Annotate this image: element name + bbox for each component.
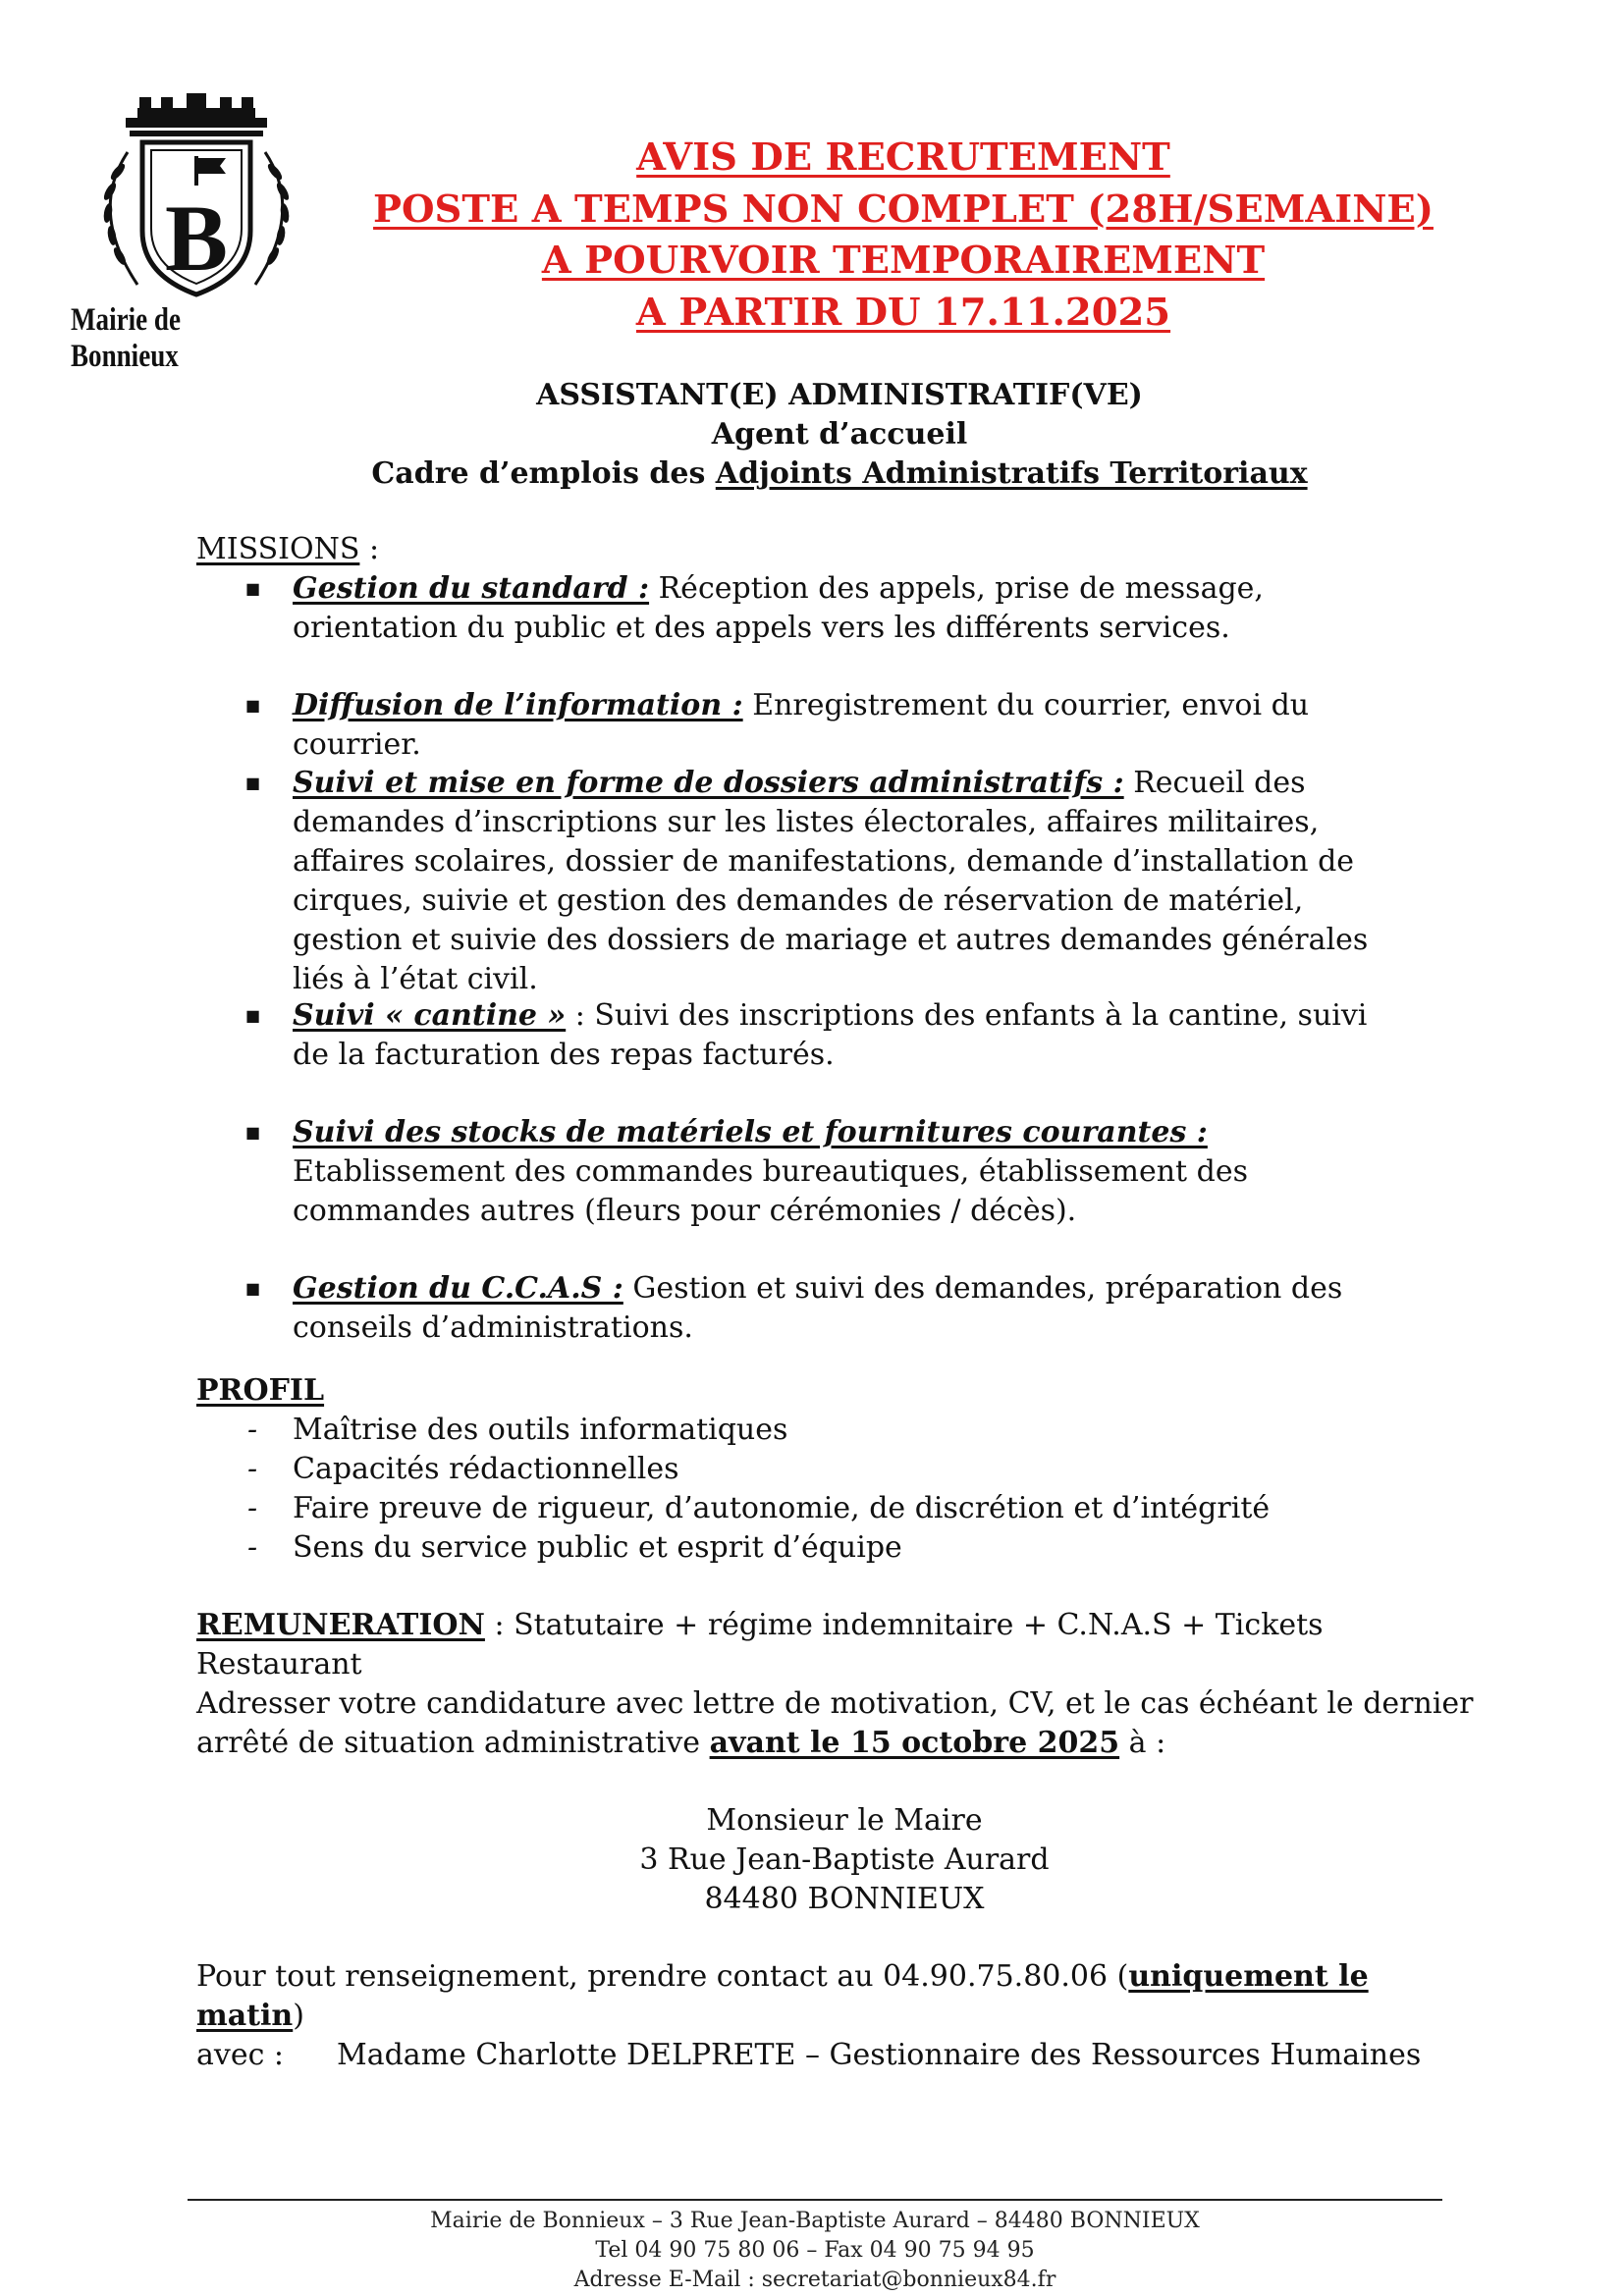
- job-subtitle: Agent d’accueil: [711, 417, 968, 452]
- mission-item: [245, 764, 1412, 999]
- mission-text: Etablissement des commandes bureautiques, établissement des commandes autres (fleurs pour cérémonies / décès).: [293, 1154, 1248, 1228]
- profil-item: [247, 1489, 1373, 1528]
- job-cadre-prefix: Cadre d’emplois des: [371, 456, 716, 491]
- remuneration-title: REMUNERATION: [196, 1608, 485, 1642]
- mission-text: Réception des appels, prise de message, orientation du public et des appels vers les différents services.: [293, 571, 1264, 645]
- profil-item: [247, 1411, 1373, 1450]
- bullet-square-icon: ■: [245, 1123, 261, 1142]
- mission-label: Gestion du standard :: [293, 571, 650, 606]
- monogram-letter: B: [164, 186, 229, 291]
- remuneration: [196, 1606, 1473, 1684]
- dash-icon: -: [247, 1413, 258, 1447]
- contact-hours: uniquement le matin: [196, 1959, 1369, 2033]
- mission-item: [245, 996, 1412, 1075]
- mailing-address: [569, 1801, 1119, 1919]
- contact-line-2: avec :: [196, 2038, 285, 2072]
- profil-text: Maîtrise des outils informatiques: [293, 1413, 788, 1447]
- dash-icon: -: [247, 1491, 258, 1525]
- profil-title: PROFIL: [196, 1373, 325, 1408]
- missions-heading: [196, 530, 379, 569]
- job-cadre-name: Adjoints Administratifs Territoriaux: [715, 456, 1308, 491]
- dash-icon: -: [247, 1452, 258, 1486]
- heading-line-1: AVIS DE RECRUTEMENT: [636, 135, 1170, 180]
- mission-label: Diffusion de l’information :: [293, 688, 743, 722]
- bullet-square-icon: ■: [245, 1279, 261, 1298]
- address-line-1: Monsieur le Maire: [706, 1803, 983, 1838]
- coat-of-arms-svg: [69, 93, 324, 304]
- dash-icon: -: [247, 1530, 258, 1565]
- mission-item: [245, 686, 1412, 765]
- mission-item: [245, 1113, 1412, 1231]
- heading-line-2: POSTE A TEMPS NON COMPLET (28H/SEMAINE): [373, 187, 1434, 232]
- job-title-block: [324, 376, 1355, 494]
- footer-phone: Tel 04 90 75 80 06 – Fax 04 90 75 94 95: [595, 2238, 1035, 2263]
- mission-label: Suivi « cantine »: [293, 998, 567, 1033]
- mission-text: Enregistrement du courrier, envoi du courrier.: [293, 688, 1310, 762]
- application-text: Adresser votre candidature avec lettre de motivation, CV, et le cas échéant le dernier arrêté de situation administrative: [196, 1686, 1474, 1760]
- address-line-2: 3 Rue Jean-Baptiste Aurard: [639, 1842, 1050, 1877]
- footer: [188, 2207, 1442, 2295]
- mission-text: : Suivi des inscriptions des enfants à la cantine, suivi de la facturation des repas facturés.: [293, 998, 1368, 1072]
- heading-line-3: A POURVOIR TEMPORAIREMENT: [541, 239, 1266, 283]
- application-deadline: avant le 15 octobre 2025: [709, 1726, 1120, 1760]
- remuneration-text: : Statutaire + régime indemnitaire + C.N.A.S + Tickets Restaurant: [196, 1608, 1324, 1682]
- recruitment-heading: [324, 133, 1483, 339]
- mission-item: [245, 1269, 1412, 1348]
- mission-item: [245, 569, 1412, 648]
- address-line-3: 84480 BONNIEUX: [704, 1882, 985, 1916]
- missions-title-suffix: :: [359, 532, 380, 566]
- bullet-square-icon: ■: [245, 1006, 261, 1025]
- job-title: ASSISTANT(E) ADMINISTRATIF(VE): [536, 378, 1143, 412]
- profil-text: Sens du service public et esprit d’équipe: [293, 1530, 902, 1565]
- contact-text: Pour tout renseignement, prendre contact au 04.90.75.80.06 (: [196, 1959, 1129, 1994]
- mission-label: Suivi des stocks de matériels et fournitures courantes :: [293, 1115, 1208, 1149]
- bullet-square-icon: ■: [245, 696, 261, 715]
- contact-text-end: ): [293, 1999, 304, 2033]
- footer-divider: [188, 2199, 1442, 2201]
- footer-email: Adresse E-Mail : secretariat@bonnieux84.fr: [573, 2268, 1056, 2292]
- profil-item: [247, 1450, 1373, 1489]
- mission-text: Recueil des demandes d’inscriptions sur les listes électorales, affaires militaires, affaires scolaires, dossier de manifestations, demande d’installation de cirques, suivie et gestion des demandes de réservation de matériel, gestion et suivie des dossiers de mariage et autres demandes générales liés à l’état civil.: [293, 766, 1369, 996]
- bullet-square-icon: ■: [245, 774, 261, 792]
- job-cadre: [324, 454, 1355, 494]
- mission-text: Gestion et suivi des demandes, préparation des conseils d’administrations.: [293, 1271, 1343, 1345]
- profil-text: Faire preuve de rigueur, d’autonomie, de discrétion et d’intégrité: [293, 1491, 1271, 1525]
- profil-item: [247, 1528, 1373, 1568]
- missions-title: MISSIONS: [196, 532, 360, 566]
- application-text-end: à :: [1119, 1726, 1166, 1760]
- logo-caption: Mairie de Bonnieux: [71, 302, 181, 374]
- mission-label: Suivi et mise en forme de dossiers administratifs :: [293, 766, 1124, 800]
- contact-person: Madame Charlotte DELPRETE – Gestionnaire des Ressources Humaines: [337, 2038, 1422, 2072]
- heading-line-4: A PARTIR DU 17.11.2025: [635, 290, 1171, 335]
- profil-text: Capacités rédactionnelles: [293, 1452, 679, 1486]
- mission-label: Gestion du C.C.A.S :: [293, 1271, 623, 1306]
- footer-address: Mairie de Bonnieux – 3 Rue Jean-Baptiste Aurard – 84480 BONNIEUX: [430, 2209, 1200, 2233]
- application-instructions: [196, 1684, 1502, 1763]
- bullet-square-icon: ■: [245, 579, 261, 598]
- contact-line-1: [196, 1957, 1473, 2036]
